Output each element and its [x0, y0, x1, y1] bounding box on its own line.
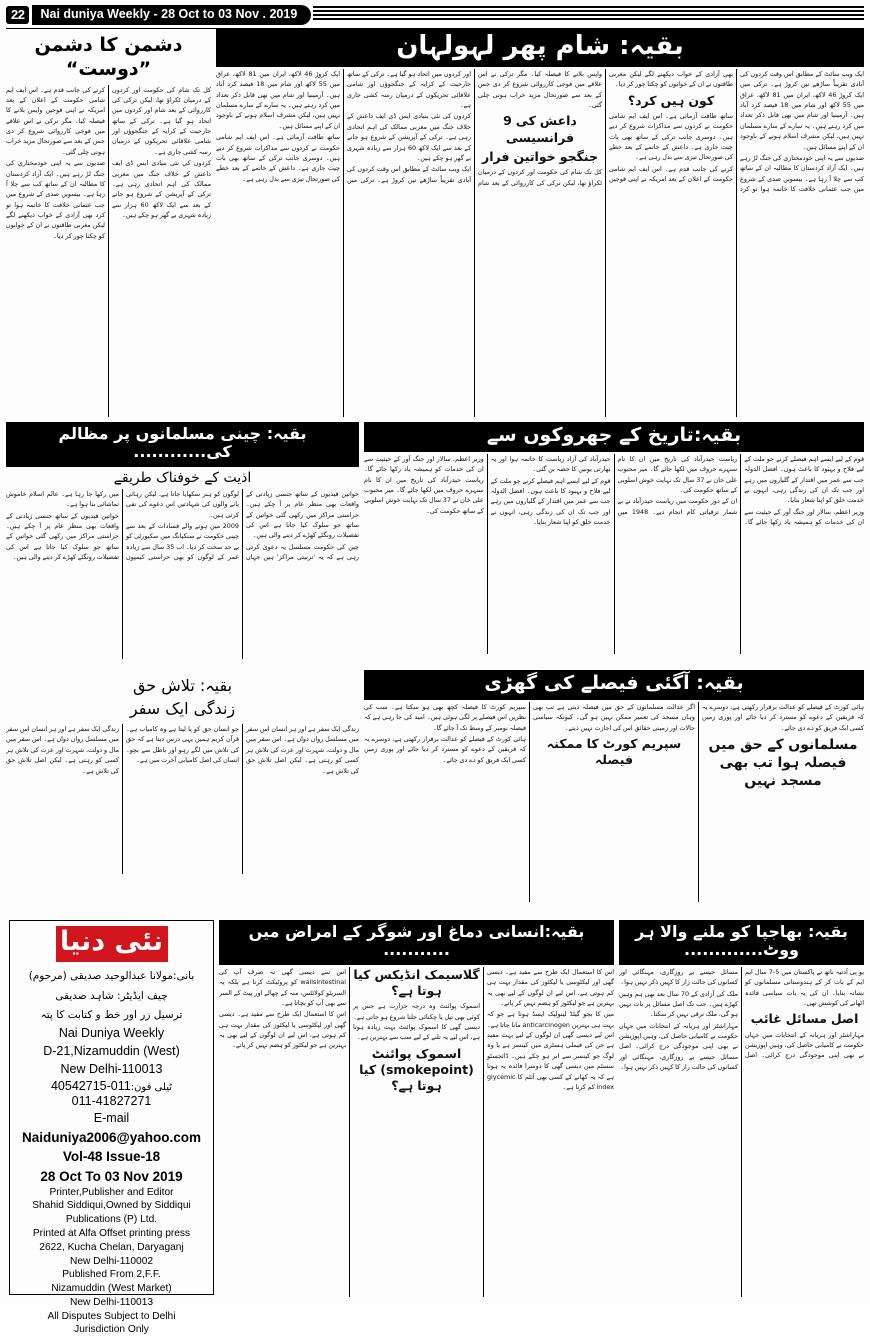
imprint-line: New Delhi-110013: [69, 1296, 154, 1308]
email-address[interactable]: Naiduniya2006@yahoo.com: [22, 1130, 201, 1146]
syria-body: [216, 69, 864, 417]
imprint-line: Publications (P) Ltd.: [65, 1214, 158, 1226]
health-subhead-glycemic: گلاسیمک انڈیکس کیا ہوتا ہے؟: [353, 966, 480, 999]
imprint-line: Nizamuddin (West Market): [51, 1283, 172, 1295]
article-history: [364, 422, 864, 665]
mid-region: [6, 422, 864, 665]
paragraph: خواتین قیدیوں کے ساتھ جنسی زیادتی کے واقعات بھی منظر عام پر آ چکے ہیں۔ حراستی مراکز میں رکھی گئی خواتین کے ساتھ جو سلوک کیا جاتا ہے اس کی تفصیلات رونگٹے کھڑے کر دینے والی ہیں۔: [6, 511, 119, 562]
health-headline-band: [219, 920, 614, 965]
paragraph: اس سے دیسی گھی نہ صرف آپ کی wallsintestinal کو پروٹیکٹ کرتا ہے بلکہ یہ السریٹو کولائٹس، منہ کے چھالے اور پیٹ کے السر سے بھی آپ کو بچاتا ہے۔: [219, 967, 346, 1007]
paragraph: وزیر اعظم، سالار اور جنگ آور کے حیثیت سے ان کی خدمات کو ہمیشہ یاد رکھا جائے گا۔ ریاست حیدرآباد کی تاریخ میں ان کا نام سنہرے حروف میں لکھا جائے گا۔ میر محبوب علی خان نے 37 سال تک نہایت خوش اسلوبی کے ساتھ حکومت کی۔: [617, 454, 864, 527]
syria-subhead-women: جنگجو خواتین فرار: [482, 148, 598, 164]
article-verdict: [364, 670, 864, 915]
bottom-region: [6, 920, 864, 1336]
publication-name-en: Nai Duniya Weekly: [58, 1026, 165, 1041]
paragraph: چین کی حکومت مسلسل یہ دعویٰ کرتی رہی ہے کہ یہ 'تربیتی مراکز' ہیں جہاں لوگوں کو ہنر سکھایا جاتا ہے، لیکن رہائی پانے والوں کی شہادتیں اس دعوے کی نفی کرتی ہیں۔: [126, 489, 359, 562]
china-headline: بقیہ: چینی مسلمانوں پر مظالم کی............: [58, 424, 307, 462]
article-syria: [216, 29, 864, 417]
article-health: [219, 920, 614, 1295]
paragraph: صدیوں سے یہ اپنی خودمختاری کی جنگ لڑ رہے ہیں۔ ایک آزاد کردستان کا مطالبہ ان کے ساتھ کب سے چلا آ رہا ہے۔ بیسویں صدی کے شروع میں جب عثمانی خلافت کا خاتمہ ہوا تو کرد بھی آزادی کے خواب دیکھنے لگے لیکن مغربی طاقتوں نے ان کے خوابوں کو چکنا چور کر دیا۔: [609, 69, 864, 194]
paragraph: کل تک شام کی حکومت اور کردوں کے درمیان ٹکراؤ تھا، لیکن ترکی کی کارروائی کے بعد شام اور کردوں میں اتحاد ہو گیا ہے۔ ترکی کے ساتھ جارحیت کے کرایہ کے جنگجوؤں اور شامی علاقائی تحریکوں کے درمیان رسہ کشی جاری ہے۔: [112, 85, 211, 156]
volume-issue: Vol-48 Issue-18: [62, 1149, 161, 1165]
paragraph: کردوں کی نئی بنیادی ایس ڈی ایف داعش کے خلاف جنگ میں مغربی ممالک کی اہم اتحادی رہی ہے۔ ترکی کے آپریشن کے شروع ہو جانے کے بعد سے ایک لاکھ 60 ہزار سے زیادہ شہری بے گھر ہو چکے ہیں۔: [112, 159, 211, 219]
syria-headline-band: [216, 29, 864, 67]
article-bhajapa: [619, 920, 864, 1295]
china-headline-band: [6, 422, 359, 467]
paragraph: ایک ویب سائٹ کے مطابق اس وقت کردوں کی آبادی تقریباً ساڑھے تین کروڑ ہے۔ ترکی میں ایک کروڑ 46 لاکھ، ایران میں 81 لاکھ، عراق میں 55 لاکھ اور شام میں 18 فیصد کرد آباد ہیں۔ آرمینیا اور شام میں بھی قابل ذکر تعداد میں کرد رہتے ہیں۔ یہ سارے کے سارے مسلمان نہیں ہیں، لیکن مشرف اسلام ہونے کے باوجود ان کے اپنے مسائل ہیں۔: [216, 69, 471, 184]
verdict-headline: بقیہ: آگئی فیصلے کی گھڑی: [484, 672, 744, 694]
paragraph: کردوں کی نئی بنیادی ایس ڈی ایف داعش کے خلاف جنگ میں مغربی ممالک کی اہم اتحادی رہی ہے۔ ترکی کے آپریشن کے شروع ہو جانے کے بعد سے ایک لاکھ 60 ہزار سے زیادہ شہری بے گھر ہو چکے ہیں۔: [347, 112, 472, 162]
article-china: [6, 422, 359, 665]
issue-date-range: 28 Oct To 03 Nov 2019: [40, 1168, 183, 1184]
address-line-2: New Delhi-110013: [60, 1061, 163, 1076]
china-body: [6, 489, 359, 659]
paragraph: وزیر اعظم، سالار اور جنگ آور کے حیثیت سے ان کی خدمات کو ہمیشہ یاد رکھا جائے گا۔ ریاست حیدرآباد کی تاریخ میں ان کا نام سنہرے حروف میں لکھا جائے گا۔ میر محبوب علی خان نے 37 سال تک نہایت خوش اسلوبی کے ساتھ حکومت کی۔: [364, 454, 484, 515]
enemy-of-enemy-title: دشمن کا دشمن ”دوست“: [34, 34, 183, 80]
imprint-line: All Disputes Subject to Delhi: [47, 1310, 176, 1322]
paragraph: ہائی کورٹ کے فیصلے کو عدالت برقرار رکھتی ہے، دوسرے یہ کہ فریقین کے دعوے کو مسترد کر دیا جائے اور پوری زمین کسی ایک فریق کو دے دی جائے۔: [702, 702, 864, 732]
top-region: [6, 29, 864, 417]
paragraph: اگر عدالت مسلمانوں کے حق میں فیصلہ دیتی ہے تب بھی وہاں مسجد کی تعمیر ممکن نہیں ہو گی۔ کیونکہ سیاسی حالات اور زمینی حقائق اس کی اجازت نہیں دیتے۔: [533, 702, 695, 732]
paragraph: قوم کے لیے ایسے اہم فیصلے کرنے جو ملت کے لیے فلاح و بہبود کا باعث ہوں۔ افضل الدولہ جب سے عمر میں اقتدار کے گلیاروں میں رہے اور جب تک ان کی زندگی رہی، انہوں نے خدمت خلق کو اپنا شعار بنایا۔: [744, 454, 864, 505]
page-number: 22: [6, 6, 29, 24]
imprint-line: 2622, Kucha Chelan, Daryaganj: [39, 1241, 184, 1253]
paragraph: میں کا بجو گیٹڈ لینولیک ایسڈ ہوتا ہے جو کہ بہت ہی بہترین anticarcinogen مانا جاتا ہے۔ اس لیے دیسی گھی ان لوگوں کے لیے بہت مفید ہے جن کی فیملی ہسٹری میں کینسر ہے یا وہ لوگ جو کینسر سے ابر ہو چکے ہیں۔ ڈائجسٹو سسٹم میں دیسی گھی کا دوسرا فائدہ یہ ہوتا ہے کہ یہ کھانے کے کسی بھی آئٹم کا glycemic index کم کرتا ہے۔: [487, 1010, 614, 1091]
publisher-info-box: [9, 920, 214, 1336]
imprint-line: Shahid Siddiqui,Owned by Siddiqui: [32, 1200, 191, 1212]
paragraph: خواتین قیدیوں کے ساتھ جنسی زیادتی کے واقعات بھی منظر عام پر آ چکے ہیں۔ حراستی مراکز میں رکھی گئی خواتین کے ساتھ جو سلوک کیا جاتا ہے اس کی تفصیلات رونگٹے کھڑے کر دینے والی ہیں۔: [246, 489, 359, 540]
header-hairline: [6, 28, 864, 29]
founder-line: بانی:مولانا عبدالوحید صدیقی (مرحوم): [28, 970, 195, 983]
publication-line: Nai duniya Weekly - 28 Oct to 03 Nov . 2019: [32, 5, 311, 26]
paragraph: ملک کی آزادی کے 70 سال بعد بھی ہم وہیں کھڑے ہیں۔ جب تک اصل مسائل پر بات نہیں ہو گی، ملک ترقی نہیں کر سکتا۔: [619, 989, 738, 1019]
paragraph: اس کا استعمال ایک طرح سے مفید ہے۔ دیسی گھی اور لیکٹوسی یا لیکٹوز کی مقدار بہت ہی کم ہوتی ہے، اس لیے ان لوگوں کے لیے بھی یہ بہترین ہے جو لیکٹوز کو ہضم نہیں کر پاتے۔: [219, 1010, 346, 1050]
paragraph: زندگی ایک سفر ہے اور ہر انسان اس سفر میں مسلسل رواں دواں ہے۔ اس سفر میں مال و دولت، شہرت اور عزت کی تلاش ہر کسی کو رہتی ہے۔ لیکن اصل تلاش حق کی تلاش ہے۔: [246, 725, 359, 775]
bhajapa-headline-band: [619, 920, 864, 965]
health-subhead-smokepoint: اسموک پوائنٹ (smokepoint) کیا ہوتا ہے؟: [359, 1045, 474, 1094]
verdict-subhead-muslims: مسلمانوں کے حق میں فیصلہ ہوا تب بھی مسجد نہیں: [708, 736, 858, 790]
imprint-line: Printed at Alfa Offset printing press: [32, 1227, 191, 1239]
paragraph: اسموک پوائنٹ وہ درجہ حرارت ہے جس پر کوئی بھی تیل یا چکنائی جلنا شروع ہو جاتی ہے۔ دیسی گھی کا اسموک پوائنٹ بہت زیادہ ہوتا ہے، اس لیے یہ تلنے کے لیے سب سے بہترین ہے۔: [353, 1002, 480, 1042]
bhajapa-headline: بقیہ: بھاجپا کو ملنے والا ہر ووٹ.............: [635, 922, 848, 960]
paragraph: اس کا استعمال ایک طرح سے مفید ہے۔ دیسی گھی اور لیکٹوسی یا لیکٹوز کی مقدار بہت ہی کم ہوتی ہے، اس لیے ان لوگوں کے لیے بھی یہ بہترین ہے جو لیکٹوز کو ہضم نہیں کر پاتے۔: [487, 967, 614, 1007]
paragraph: مہاراشٹر اور ہریانہ کے انتخابات میں جہاں حکومت نے کامیابی حاصل کی، وہیں اپوزیشن نے بھی اپنی موجودگی درج کرائی۔ اصل مسائل جیسے بے روزگاری، مہنگائی اور کسانوں کی حالت زار کا کہیں ذکر نہیں ہوا۔: [619, 967, 864, 1060]
health-body: [219, 967, 614, 1297]
imprint-line: Published From 2,F.F.: [62, 1269, 161, 1281]
truth-subhead: زندگی ایک سفر: [129, 699, 236, 718]
enemy-body: [6, 85, 211, 418]
paragraph: ساتھ طاقت آزمائی ہے۔ اس ایف ایم شامی حکومت نے کردوں سے مذاکرات شروع کر دیے ہیں۔ دوسری جانب ترکی کے ساتھ بھی بات چیت جاری ہے۔ داعش کے خاتمے کے بعد خطے کی صورتحال تیزی سے بدل رہی ہے۔: [216, 133, 340, 183]
verdict-headline-band: [364, 670, 864, 700]
article-enemy-of-enemy: [6, 29, 211, 417]
address-label: ترسیل زر اور خط و کتابت کا پتہ: [40, 1009, 183, 1022]
verdict-body: [364, 702, 864, 902]
email-label: E-mail: [93, 1111, 130, 1126]
page-header: [6, 4, 864, 26]
masthead-logo: نئی دنیا: [56, 926, 168, 962]
bhajapa-subhead: اصل مسائل غائب: [750, 1011, 859, 1027]
imprint-line: Jurisdiction Only: [74, 1324, 149, 1336]
verdict-subhead-supreme-court: سپریم کورٹ کا ممکنہ فیصلہ: [546, 735, 682, 768]
paragraph: زندگی ایک سفر ہے اور ہر انسان اس سفر میں مسلسل رواں دواں ہے۔ اس سفر میں مال و دولت، شہرت اور عزت کی تلاش ہر کسی کو رہتی ہے۔ لیکن اصل تلاش حق کی تلاش ہے۔: [6, 725, 119, 775]
china-subhead: اذیت کے خوفناک طریقے: [113, 469, 252, 486]
paragraph: قوم کے لیے ایسے اہم فیصلے کرنے جو ملت کے لیے فلاح و بہبود کا باعث ہوں۔ افضل الدولہ جب سے عمر میں اقتدار کے گلیاروں میں رہے اور جب تک ان کی زندگی رہی، انہوں نے خدمت خلق کو اپنا شعار بنایا۔: [490, 476, 611, 527]
imprint-line: New Delhi-110002: [69, 1255, 154, 1267]
history-headline-band: [364, 422, 864, 452]
phone-number-2: 011-41827271: [71, 1093, 152, 1108]
paragraph: ایک ویب سائٹ کے مطابق اس وقت کردوں کی آبادی تقریباً ساڑھے تین کروڑ ہے۔ ترکی میں ایک کروڑ 46 لاکھ، ایران میں 81 لاکھ، عراق میں 55 لاکھ اور شام میں 18 فیصد کرد آباد ہیں۔ آرمینیا اور شام میں بھی قابل ذکر تعداد میں کرد رہتے ہیں۔ یہ سارے کے سارے مسلمان نہیں ہیں، لیکن مشرف اسلام ہونے کے باوجود ان کے اپنے مسائل ہیں۔: [740, 69, 864, 151]
paragraph: صدیوں سے یہ اپنی خودمختاری کی جنگ لڑ رہے ہیں۔ ایک آزاد کردستان کا مطالبہ ان کے ساتھ کب سے چلا آ رہا ہے۔ بیسویں صدی کے شروع میں جب عثمانی خلافت کا خاتمہ ہوا تو کرد بھی آزادی کے خواب دیکھنے لگے لیکن مغربی طاقتوں نے ان کے خوابوں کو چکنا چور کر دیا۔: [6, 159, 105, 240]
imprint-line: Printer,Publisher and Editor: [49, 1186, 174, 1198]
truth-body: [6, 724, 359, 874]
paragraph: کل تک شام کی حکومت اور کردوں کے درمیان ٹکراؤ تھا، لیکن ترکی کی کارروائی کے بعد شام اور کردوں میں اتحاد ہو گیا ہے۔ ترکی کے ساتھ جارحیت کے کرایہ کے جنگجوؤں اور شامی علاقائی تحریکوں کے درمیان رسہ کشی جاری ہے۔: [347, 69, 602, 187]
article-truth: [6, 670, 359, 915]
header-rule-decoration: [313, 6, 864, 24]
health-headline: بقیہ:انسانی دماغ اور شوگر کے امراض میں ...........: [248, 922, 585, 960]
paragraph: ہائی کورٹ کے فیصلے کو عدالت برقرار رکھتی ہے، دوسرے یہ کہ فریقین کے دعوے کو مسترد کر دیا جائے اور پوری زمین کسی ایک فریق کو دے دی جائے۔: [364, 734, 526, 764]
address-line-1: D-21,Nizamuddin (West): [43, 1044, 180, 1059]
paragraph: سپریم کورٹ کا فیصلہ کچھ بھی ہو سکتا ہے۔ سب کی نظریں اس فیصلے پر لگی ہوئی ہیں۔ امید کی جا رہی ہے کہ فیصلہ نومبر کے وسط تک آ جائے گا۔: [364, 702, 526, 732]
paragraph: ان کے دور حکومت میں ریاست حیدرآباد نے بے شمار ترقیاتی کام انجام دیے۔ 1948 میں حیدرآباد کی آزاد ریاست کا خاتمہ ہوا اور یہ بھارتی یونین کا حصہ بن گئی۔: [490, 454, 738, 516]
paragraph: یو پی آدتیہ ناتھ نے پاکستان میں 5-7 سال ایم ایم کے بات کر کے ہندوستانی مسلمانوں کو نشانہ بنایا۔ ان کی یہ بات سیاسی فائدہ اٹھانے کی کوشش تھی۔: [745, 967, 864, 1007]
paragraph: ساتھ طاقت آزمائی ہے۔ اس ایف ایم شامی حکومت نے کردوں سے مذاکرات شروع کر دیے ہیں۔ دوسری جانب ترکی کے ساتھ بھی بات چیت جاری ہے۔ داعش کے خاتمے کے بعد خطے کی صورتحال تیزی سے بدل رہی ہے۔: [609, 111, 733, 162]
syria-subhead-kurds: کون ہیں کرد؟: [627, 92, 715, 108]
publisher-box-inner: [9, 920, 214, 1336]
truth-headline: بقیہ: تلاش حق: [132, 676, 233, 695]
history-body: [364, 454, 864, 654]
paragraph: کرنے کی جانب قدم ہے۔ اس ایف ایم شامی حکومت کے اعلان کے بعد امریکہ نے اپنی فوجیں واپس بلانے کا فیصلہ کیا۔ مگر ترکی نے اس علاقے میں فوجی کارروائی شروع کر دی جس کے بعد سے صورتحال مزید خراب ہوتی چلی گئی۔: [478, 69, 733, 184]
history-headline: بقیہ:تاریخ کے جھروکوں سے: [486, 424, 742, 446]
paragraph: مہاراشٹر اور ہریانہ کے انتخابات میں جہاں حکومت نے کامیابی حاصل کی، وہیں اپوزیشن نے بھی اپنی موجودگی درج کرائی۔ اصل مسائل جیسے بے روزگاری، مہنگائی اور کسانوں کی حالت زار کا کہیں ذکر نہیں ہوا۔: [619, 1021, 738, 1072]
paragraph: 2009 میں ہونے والے فسادات کے بعد سے چینی حکومت نے سنکیانگ میں سکیورٹی کو بے حد سخت کر دیا۔ اب 35 سال سے زیادہ عمر کے لوگوں کو بھی حراستی کیمپوں میں رکھا جا رہا ہے۔ عالم اسلام خاموش تماشائی بنا ہوا ہے۔: [6, 489, 240, 562]
bhajapa-body: [619, 967, 864, 1297]
phone-label: ٹیلی فون:: [130, 1081, 173, 1093]
phone-number-1: 011-40542715: [50, 1078, 131, 1093]
chief-editor-line: چیف ایڈیٹر: شاہد صدیقی: [55, 989, 168, 1002]
paragraph: کرنے کی جانب قدم ہے۔ اس ایف ایم شامی حکومت کے اعلان کے بعد امریکہ نے اپنی فوجیں واپس بلانے کا فیصلہ کیا۔ مگر ترکی نے اس علاقے میں فوجی کارروائی شروع کر دی جس کے بعد سے صورتحال مزید خراب ہوتی چلی گئی۔: [6, 85, 105, 156]
phone-row-1: [14, 1079, 209, 1093]
low-region: [6, 670, 864, 915]
syria-subhead-daesh: داعش کی 9 فرانسیسی: [503, 113, 577, 145]
paragraph: جو انسان حق کو پا لیتا ہے وہ کامیاب ہے۔ قرآن کریم ہمیں یہی درس دیتا ہے کہ حق کی تلاش میں لگے رہو اور باطل سے بچو۔ انسان کی اصل کامیابی آخرت میں ہے۔: [126, 725, 239, 765]
syria-headline: بقیہ: شام پھر لہولہان: [396, 31, 684, 61]
